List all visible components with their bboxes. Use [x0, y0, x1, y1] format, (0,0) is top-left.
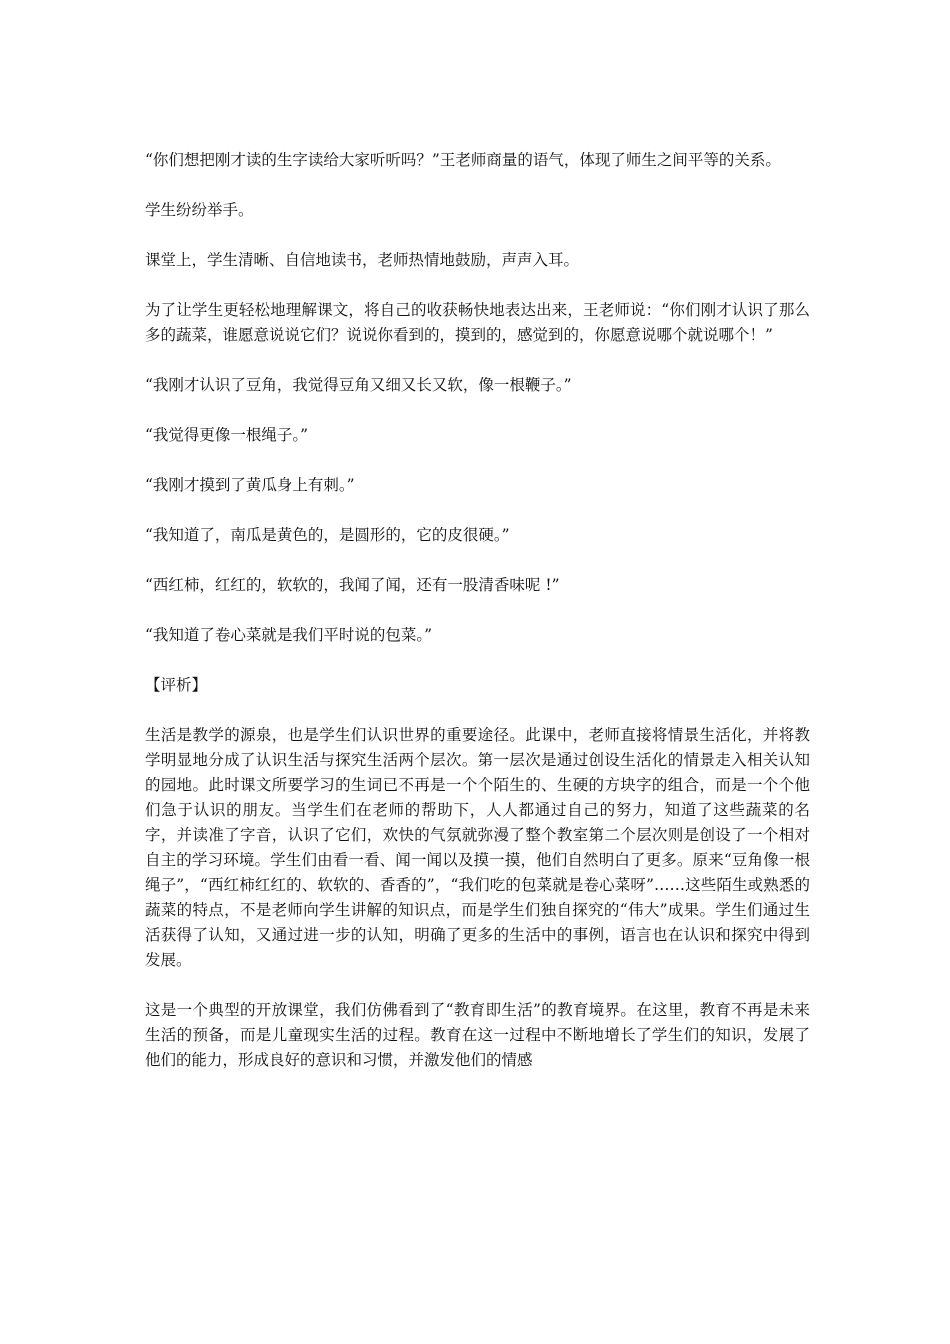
paragraph-classroom-reading: 课堂上，学生清晰、自信地读书，老师热情地鼓励，声声入耳。: [145, 251, 580, 269]
paragraph-student-answer-beans: “我刚才认识了豆角，我觉得豆角又细又长又软，像一根鞭子。”: [145, 376, 572, 394]
paragraph-students-raise-hands: 学生纷纷举手。: [145, 201, 254, 219]
paragraph-analysis-body: 生活是教学的源泉，也是学生们认识世界的重要途径。此课中，老师直接将情景生活化，并将教学明显地分成了认识生活与探究生活两个层次。第一层次是通过创设生活化的情景走入相关认知的园地。此时课文所要学习的生词已不再是一个个陌生的、生硬的方块字的组合，而是一个个他们急于认识的朋友。当学生们在老师的帮助下，人人都通过自己的努力，知道了这些蔬菜的名字，并读准了字音，认识了它们，欢快的气氛就弥漫了整个教室第二个层次则是创设了一个相对自主的学习环境。学生们由看一看、闻一闻以及摸一摸，他们自然明白了更多。原来“豆角像一根绳子”，“西红柿红红的、软软的、香香的”，“我们吃的包菜就是卷心菜呀”……这些陌生或熟悉的蔬菜的特点，不是老师向学生讲解的知识点，而是学生们独自探究的“伟大”成果。学生们通过生活获得了认知，又通过进一步的认知，明确了更多的生活中的事例，语言也在认识和探究中得到发展。: [145, 726, 810, 969]
paragraph-teacher-question: “你们想把刚才读的生字读给大家听听吗？”王老师商量的语气，体现了师生之间平等的关系。: [145, 151, 781, 169]
paragraph-student-answer-rope: “我觉得更像一根绳子。”: [145, 426, 309, 444]
paragraph-teacher-prompt: 为了让学生更轻松地理解课文，将自己的收获畅快地表达出来，王老师说：“你们刚才认识了那么多的蔬菜，谁愿意说说它们？说说你看到的，摸到的，感觉到的，你愿意说哪个就说哪个！”: [145, 301, 810, 344]
paragraph-student-answer-cabbage: “我知道了卷心菜就是我们平时说的包菜。”: [145, 626, 433, 644]
document-page: [145, 148, 810, 1073]
paragraph-student-answer-tomato: “西红柿，红红的，软软的，我闻了闻，还有一股清香味呢 !”: [145, 576, 560, 594]
paragraph-analysis-conclusion: 这是一个典型的开放课堂，我们仿佛看到了“教育即生活”的教育境界。在这里，教育不再是未来生活的预备，而是儿童现实生活的过程。教育在这一过程中不断地增长了学生们的知识，发展了他们的能力，形成良好的意识和习惯，并激发他们的情感: [145, 1001, 810, 1069]
section-heading-analysis: 【评析】: [145, 676, 208, 694]
paragraph-student-answer-cucumber: “我刚才摸到了黄瓜身上有刺。”: [145, 476, 355, 494]
paragraph-student-answer-pumpkin: “我知道了，南瓜是黄色的，是圆形的，它的皮很硬。”: [145, 526, 510, 544]
